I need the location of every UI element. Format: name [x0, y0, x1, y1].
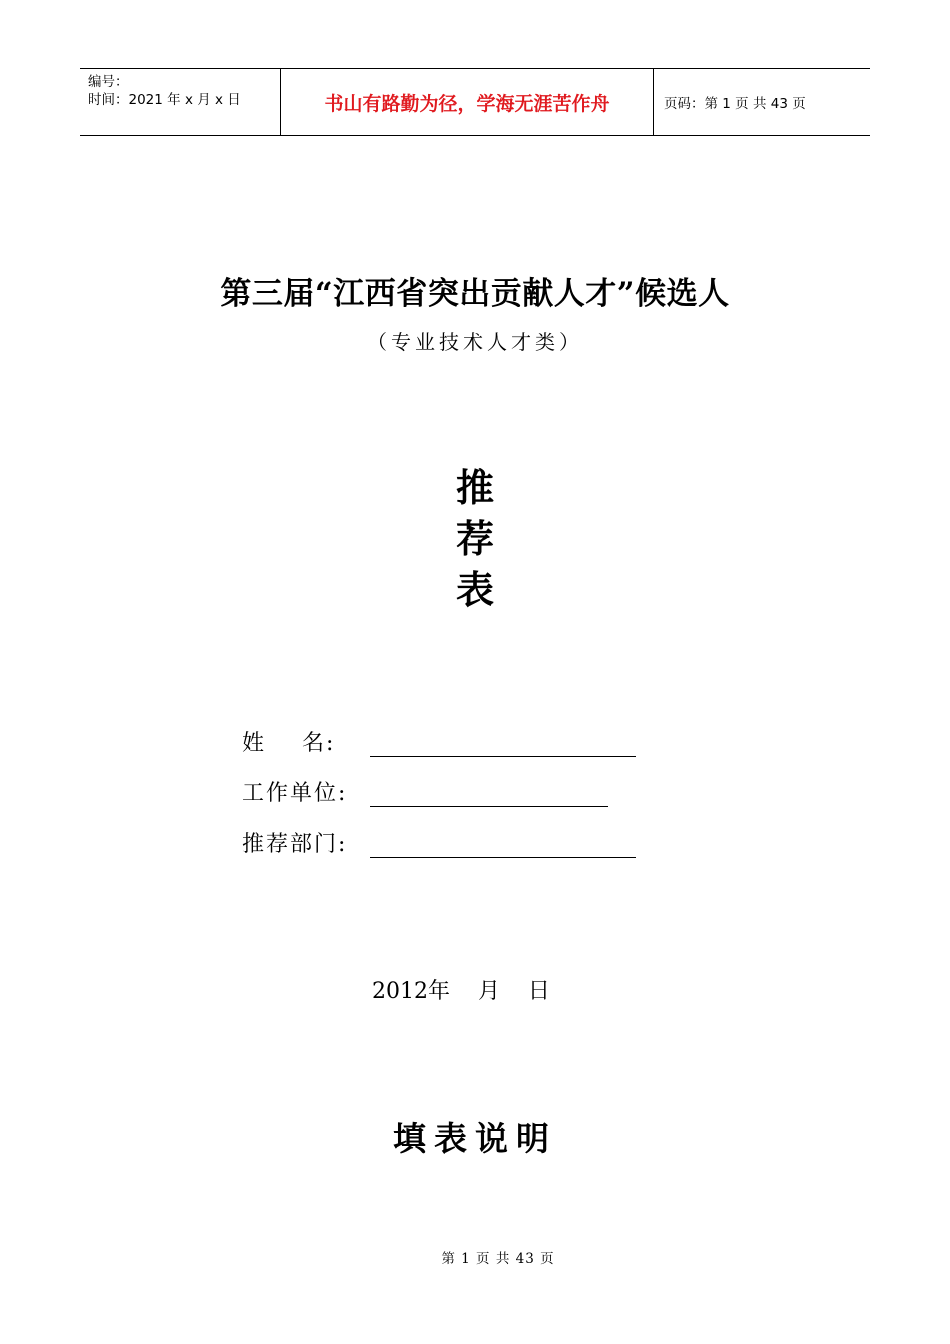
header-meta [80, 69, 281, 135]
document-title: 第三届“江西省突出贡献人才”候选人 [220, 276, 730, 312]
vertical-title-char: 荐 [455, 516, 494, 561]
header-time-label: 时间：2021 年 x 月 x 日 [88, 92, 241, 108]
unit-field-line[interactable] [370, 784, 608, 807]
dept-field-line[interactable] [370, 835, 636, 858]
header-number-label: 编号： [88, 74, 129, 90]
unit-label: 工作单位: [242, 781, 348, 806]
date-line: 2012年 月 日 [372, 979, 550, 1004]
document-subtitle: （专业技术人才类） [367, 330, 583, 354]
page-header [80, 68, 870, 136]
section-title: 填表说明 [393, 1119, 557, 1158]
vertical-title [445, 462, 505, 615]
name-label: 姓 名: [242, 731, 336, 756]
header-motto: 书山有路勤为径，学海无涯苦作舟 [281, 69, 654, 135]
form-row-unit [242, 776, 608, 807]
page-footer: 第 1 页 共 43 页 [441, 1251, 555, 1267]
form-row-dept [242, 827, 636, 858]
header-page-info: 页码：第 1 页 共 43 页 [664, 96, 806, 112]
dept-label: 推荐部门: [242, 832, 348, 857]
vertical-title-char: 表 [455, 567, 494, 612]
form-row-name [242, 726, 636, 757]
name-field-line[interactable] [370, 734, 636, 757]
vertical-title-char: 推 [455, 465, 494, 510]
